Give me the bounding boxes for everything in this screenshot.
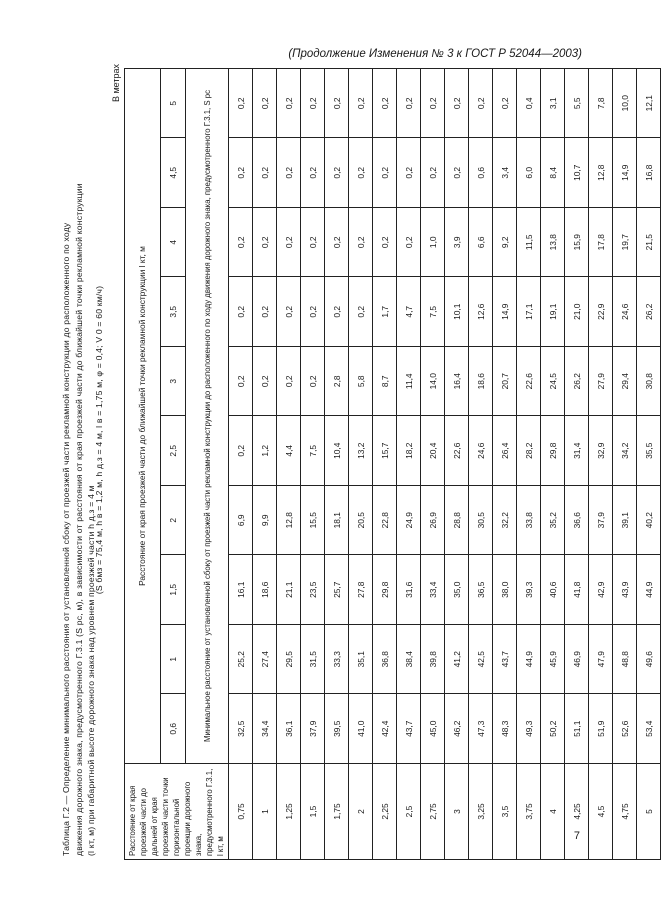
table-cell: 0,2	[229, 277, 253, 347]
span-title: Расстояние от края проезжей части до ближайшей точки рекламной конструкции l кт, м	[125, 69, 161, 764]
table-cell: 18,2	[397, 416, 421, 486]
table-cell: 26,9	[421, 486, 445, 556]
table-cell: 0,2	[325, 277, 349, 347]
table-cell: 39,3	[517, 555, 541, 625]
table-cell: 47,3	[469, 694, 493, 764]
sub-note-right: движения дорожного знака, предусмотренного Г.3.1, S рс	[202, 90, 212, 298]
table-cell: 29,8	[541, 416, 565, 486]
table-cell: 0,2	[373, 208, 397, 278]
table-cell: 24,6	[613, 277, 637, 347]
table-cell: 48,3	[493, 694, 517, 764]
table-cell: 14,0	[421, 347, 445, 417]
table-cell: 17,8	[589, 208, 613, 278]
table-cell: 15,9	[565, 208, 589, 278]
sub-note-row	[186, 69, 229, 860]
table-cell: 35,1	[349, 625, 373, 695]
table-cell: 52,6	[613, 694, 637, 764]
table-row	[541, 69, 565, 860]
table-cell: 41,2	[445, 625, 469, 695]
table-cell: 0,2	[469, 69, 493, 139]
table-cell: 31,4	[565, 416, 589, 486]
table-cell: 1,7	[373, 277, 397, 347]
table-cell: 5,8	[349, 347, 373, 417]
table-cell: 0,2	[301, 347, 325, 417]
table-cell: 49,6	[637, 625, 661, 695]
table-cell: 27,4	[253, 625, 277, 695]
table-cell: 18,6	[469, 347, 493, 417]
table-cell: 33,4	[421, 555, 445, 625]
table-row	[565, 69, 589, 860]
table-cell: 0,2	[277, 347, 301, 417]
table-cell: 18,6	[253, 555, 277, 625]
row-label: 3,75	[517, 764, 541, 860]
table-cell: 0,2	[373, 138, 397, 208]
table-cell: 20,5	[349, 486, 373, 556]
table-cell: 3,4	[493, 138, 517, 208]
table-cell: 13,8	[541, 208, 565, 278]
table-cell: 39,5	[325, 694, 349, 764]
table-cell: 46,2	[445, 694, 469, 764]
table-cell: 35,5	[637, 416, 661, 486]
caption-line: (l кт, м) при габаритной высоте дорожного знака над уровнем проезжей части h д.з = 4 м	[86, 485, 96, 856]
table-row	[229, 69, 253, 860]
table-cell: 25,2	[229, 625, 253, 695]
table-cell: 0,2	[229, 208, 253, 278]
table-cell: 0,2	[349, 138, 373, 208]
table-cell: 24,9	[397, 486, 421, 556]
table-cell: 28,8	[445, 486, 469, 556]
table-cell: 45,0	[421, 694, 445, 764]
column-header: 0,6	[160, 694, 186, 764]
table-cell: 0,2	[445, 138, 469, 208]
table-cell: 30,8	[637, 347, 661, 417]
table-cell: 26,4	[493, 416, 517, 486]
table-cell: 36,8	[373, 625, 397, 695]
table-cell: 21,0	[565, 277, 589, 347]
row-label: 2,25	[373, 764, 397, 860]
table-cell: 22,8	[373, 486, 397, 556]
table-cell: 44,9	[637, 555, 661, 625]
table-cell: 32,9	[589, 416, 613, 486]
table-cell: 33,3	[325, 625, 349, 695]
column-header: 1,5	[160, 555, 186, 625]
table-row	[397, 69, 421, 860]
table-cell: 14,9	[613, 138, 637, 208]
sub-note	[186, 69, 229, 764]
table-cell: 29,8	[373, 555, 397, 625]
table-caption	[60, 66, 98, 856]
table-cell: 29,5	[277, 625, 301, 695]
table-cell: 36,1	[277, 694, 301, 764]
table-cell: 36,6	[565, 486, 589, 556]
table-cell: 0,2	[493, 69, 517, 139]
column-header: 3	[160, 347, 186, 417]
table-row	[445, 69, 469, 860]
table-cell: 19,7	[613, 208, 637, 278]
table-cell: 39,1	[613, 486, 637, 556]
table-cell: 32,2	[493, 486, 517, 556]
table-cell: 19,1	[541, 277, 565, 347]
table-cell: 50,2	[541, 694, 565, 764]
table-cell: 41,0	[349, 694, 373, 764]
table-cell: 0,2	[301, 277, 325, 347]
column-header: 4,5	[160, 138, 186, 208]
table-row	[613, 69, 637, 860]
table-cell: 0,2	[277, 138, 301, 208]
column-header-row	[160, 69, 186, 860]
row-label: 1,5	[301, 764, 325, 860]
column-header: 2,5	[160, 416, 186, 486]
units-label: В метрах	[111, 64, 121, 103]
table-cell: 0,2	[349, 69, 373, 139]
rotated-table-block	[60, 60, 654, 860]
table-cell: 2,8	[325, 347, 349, 417]
table-cell: 23,5	[301, 555, 325, 625]
table-cell: 22,9	[589, 277, 613, 347]
column-header: 3,5	[160, 277, 186, 347]
table-cell: 25,7	[325, 555, 349, 625]
table-cell: 44,9	[517, 625, 541, 695]
table-cell: 0,2	[349, 208, 373, 278]
table-cell: 20,7	[493, 347, 517, 417]
table-cell: 0,2	[253, 347, 277, 417]
table-cell: 0,2	[277, 277, 301, 347]
caption-line: Таблица Г.2 — Определение минимального расстояния от установленной сбоку от проезжей части рекламной конструкции до расположенного по ходу	[61, 222, 71, 856]
table-cell: 49,3	[517, 694, 541, 764]
table-cell: 12,8	[589, 138, 613, 208]
table-cell: 29,4	[613, 347, 637, 417]
corner-header: Расстояние от края проезжей части до дальней от края проезжей части точки горизонтальной проекции дорожного знака, предусмотренного Г.3.1, l кт, м	[125, 764, 229, 860]
table-cell: 10,7	[565, 138, 589, 208]
table-cell: 8,4	[541, 138, 565, 208]
table-cell: 1,0	[421, 208, 445, 278]
row-label: 1,25	[277, 764, 301, 860]
row-label: 1,75	[325, 764, 349, 860]
table-cell: 34,2	[613, 416, 637, 486]
table-cell: 0,2	[277, 69, 301, 139]
table-cell: 0,2	[229, 69, 253, 139]
table-cell: 14,9	[493, 277, 517, 347]
table-cell: 32,5	[229, 694, 253, 764]
table-cell: 0,2	[229, 138, 253, 208]
column-header: 4	[160, 208, 186, 278]
row-label: 2	[349, 764, 373, 860]
table-cell: 16,8	[637, 138, 661, 208]
table-cell: 0,2	[301, 208, 325, 278]
table-cell: 0,2	[349, 277, 373, 347]
table-cell: 31,5	[301, 625, 325, 695]
table-cell: 33,8	[517, 486, 541, 556]
table-row	[637, 69, 661, 860]
table-cell: 47,9	[589, 625, 613, 695]
table-cell: 41,8	[565, 555, 589, 625]
table-cell: 48,8	[613, 625, 637, 695]
table-cell: 39,8	[421, 625, 445, 695]
table-parameters: (S бмз = 75,4 м, h в = 1,2 м, h д.з = 4 м, l в = 1,75 м, φ = 0,4; V 0 = 60 км/ч)	[94, 285, 104, 595]
table-cell: 26,2	[637, 277, 661, 347]
table-cell: 12,8	[277, 486, 301, 556]
table-row	[349, 69, 373, 860]
table-cell: 11,5	[517, 208, 541, 278]
table-cell: 16,1	[229, 555, 253, 625]
table-cell: 34,4	[253, 694, 277, 764]
table-cell: 0,2	[325, 138, 349, 208]
table-cell: 0,2	[397, 208, 421, 278]
table-cell: 0,2	[301, 69, 325, 139]
row-label: 3,5	[493, 764, 517, 860]
table-cell: 21,5	[637, 208, 661, 278]
row-label: 3,25	[469, 764, 493, 860]
table-cell: 12,6	[469, 277, 493, 347]
table-cell: 5,5	[565, 69, 589, 139]
column-header: 5	[160, 69, 186, 139]
table-cell: 26,2	[565, 347, 589, 417]
table-cell: 7,5	[301, 416, 325, 486]
sub-note-left: Минимальное расстояние от установленной сбоку от проезжей части рекламной конструкции до расположенного по ходу	[202, 299, 212, 742]
table-cell: 53,4	[637, 694, 661, 764]
table-cell: 35,2	[541, 486, 565, 556]
table-cell: 0,2	[397, 138, 421, 208]
table-cell: 22,6	[517, 347, 541, 417]
table-cell: 6,9	[229, 486, 253, 556]
table-cell: 43,7	[397, 694, 421, 764]
table-cell: 38,4	[397, 625, 421, 695]
table-cell: 0,2	[277, 208, 301, 278]
table-cell: 0,2	[445, 69, 469, 139]
data-table	[124, 68, 661, 860]
span-title-row	[125, 69, 161, 860]
table-cell: 9,2	[493, 208, 517, 278]
table-cell: 1,2	[253, 416, 277, 486]
table-cell: 8,7	[373, 347, 397, 417]
table-cell: 10,0	[613, 69, 637, 139]
table-cell: 0,2	[421, 69, 445, 139]
row-label: 4,75	[613, 764, 637, 860]
table-cell: 36,5	[469, 555, 493, 625]
table-cell: 0,2	[325, 208, 349, 278]
table-row	[373, 69, 397, 860]
table-cell: 20,4	[421, 416, 445, 486]
table-cell: 0,2	[253, 69, 277, 139]
table-cell: 21,1	[277, 555, 301, 625]
table-row	[253, 69, 277, 860]
row-label: 5	[637, 764, 661, 860]
table-cell: 42,9	[589, 555, 613, 625]
table-cell: 10,4	[325, 416, 349, 486]
table-cell: 0,2	[373, 69, 397, 139]
row-label: 1	[253, 764, 277, 860]
table-cell: 51,1	[565, 694, 589, 764]
table-cell: 3,1	[541, 69, 565, 139]
page-header: (Продолжение Изменения № 3 к ГОСТ Р 52044—2003)	[288, 48, 582, 60]
table-cell: 24,5	[541, 347, 565, 417]
table-cell: 42,5	[469, 625, 493, 695]
table-cell: 7,5	[421, 277, 445, 347]
table-cell: 24,6	[469, 416, 493, 486]
table-cell: 10,1	[445, 277, 469, 347]
table-cell: 43,7	[493, 625, 517, 695]
table-cell: 0,2	[397, 69, 421, 139]
table-cell: 30,5	[469, 486, 493, 556]
table-cell: 51,9	[589, 694, 613, 764]
table-cell: 11,4	[397, 347, 421, 417]
table-cell: 0,2	[229, 347, 253, 417]
table-cell: 43,9	[613, 555, 637, 625]
table-cell: 27,9	[589, 347, 613, 417]
table-cell: 45,9	[541, 625, 565, 695]
table-cell: 0,2	[229, 416, 253, 486]
table-cell: 31,6	[397, 555, 421, 625]
table-cell: 42,4	[373, 694, 397, 764]
row-label: 4	[541, 764, 565, 860]
table-cell: 16,4	[445, 347, 469, 417]
table-cell: 15,5	[301, 486, 325, 556]
table-row	[589, 69, 613, 860]
table-cell: 40,2	[637, 486, 661, 556]
table-cell: 38,0	[493, 555, 517, 625]
column-header: 2	[160, 486, 186, 556]
table-cell: 35,0	[445, 555, 469, 625]
table-cell: 37,9	[301, 694, 325, 764]
table-row	[469, 69, 493, 860]
table-cell: 27,8	[349, 555, 373, 625]
table-cell: 12,1	[637, 69, 661, 139]
table-cell: 15,7	[373, 416, 397, 486]
row-label: 4,25	[565, 764, 589, 860]
table-cell: 0,2	[253, 277, 277, 347]
table-cell: 13,2	[349, 416, 373, 486]
table-cell: 0,2	[325, 69, 349, 139]
table-cell: 0,4	[517, 69, 541, 139]
table-cell: 0,2	[301, 138, 325, 208]
table-cell: 37,9	[589, 486, 613, 556]
table-cell: 7,8	[589, 69, 613, 139]
row-label: 2,75	[421, 764, 445, 860]
table-cell: 0,6	[469, 138, 493, 208]
table-row	[517, 69, 541, 860]
table-row	[325, 69, 349, 860]
table-cell: 0,2	[253, 208, 277, 278]
column-header: 1	[160, 625, 186, 695]
row-label: 0,75	[229, 764, 253, 860]
page-number: 7	[573, 830, 580, 842]
table-cell: 18,1	[325, 486, 349, 556]
table-row	[493, 69, 517, 860]
table-cell: 22,6	[445, 416, 469, 486]
row-label: 4,5	[589, 764, 613, 860]
table-row	[277, 69, 301, 860]
table-cell: 17,1	[517, 277, 541, 347]
table-cell: 0,2	[421, 138, 445, 208]
table-cell: 0,2	[253, 138, 277, 208]
table-cell: 6,6	[469, 208, 493, 278]
table-cell: 4,4	[277, 416, 301, 486]
table-cell: 3,9	[445, 208, 469, 278]
table-cell: 4,7	[397, 277, 421, 347]
table-row	[421, 69, 445, 860]
caption-line: движения дорожного знака, предусмотренного Г.3.1 (S рс, м), в зависимости от расстояния от края проезжей части до ближайшей точки рекламной конструкции	[73, 183, 84, 856]
table-cell: 40,6	[541, 555, 565, 625]
table-row	[301, 69, 325, 860]
row-label: 2,5	[397, 764, 421, 860]
table-cell: 9,9	[253, 486, 277, 556]
table-cell: 6,0	[517, 138, 541, 208]
table-cell: 46,9	[565, 625, 589, 695]
row-label: 3	[445, 764, 469, 860]
table-cell: 28,2	[517, 416, 541, 486]
